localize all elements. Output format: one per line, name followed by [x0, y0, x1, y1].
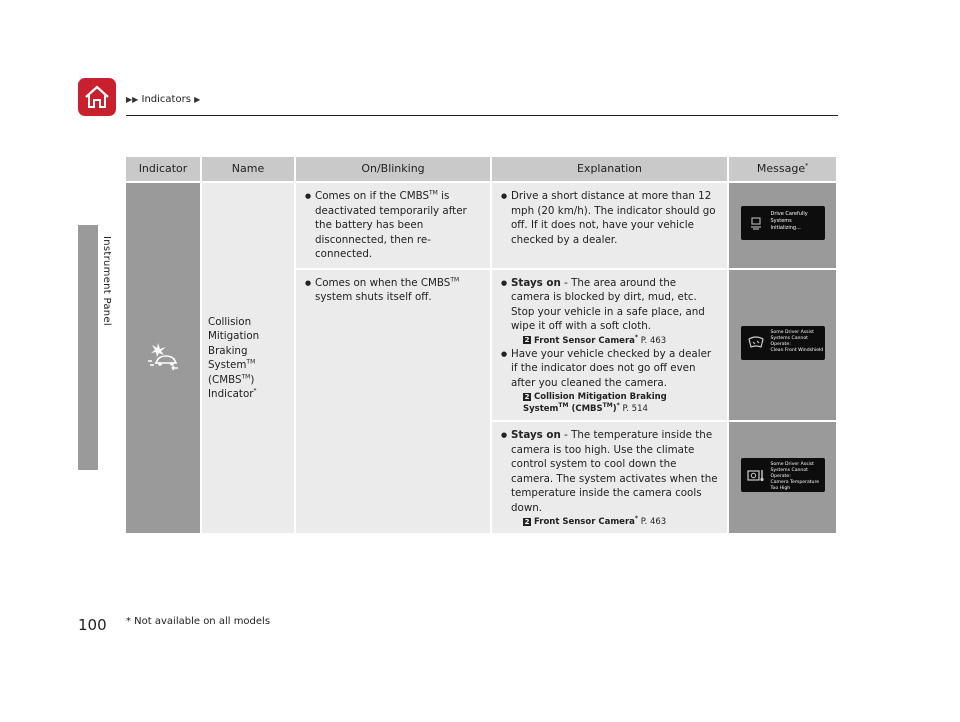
- name-line: Mitigation: [208, 330, 260, 342]
- breadcrumb-arrow-icon: ▶▶: [126, 95, 139, 104]
- name-line: Collision: [208, 315, 252, 328]
- table-row: [126, 181, 838, 268]
- indicator-cell: [126, 181, 202, 533]
- message-line: Initializing...: [770, 225, 801, 231]
- page-reference-link[interactable]: 2 Front Sensor Camera* P. 463: [524, 333, 667, 346]
- explanation-text: ● Stays on - The temperature inside the camera is too high. Use the climate control system to cool down the camera. The system activates when the temperature inside the camera cools down.: [501, 428, 718, 515]
- name-line: Braking: [208, 344, 248, 357]
- explanation-cell: [492, 181, 729, 268]
- on-blinking-text: ● Comes on when the CMBS™ system shuts itself off.: [305, 276, 481, 305]
- windshield-warning-icon: [747, 335, 765, 351]
- on-blinking-cell: [296, 268, 492, 534]
- footnote: * Not available on all models: [126, 616, 271, 627]
- message-line: Too High: [770, 486, 791, 492]
- indicator-table: [126, 157, 838, 533]
- breadcrumb-arrow-icon: ▶: [194, 95, 201, 104]
- home-icon: [84, 85, 110, 109]
- page-reference-link[interactable]: 2 Collision Mitigation Braking System™ (CMBS™)* P. 514: [523, 392, 667, 414]
- message-screen: [741, 458, 825, 492]
- header-explanation: Explanation: [492, 157, 729, 181]
- explanation-text: ● Have your vehicle checked by a dealer if the indicator does not go off even after you cleaned the camera.: [501, 347, 718, 391]
- on-blinking-cell: [296, 181, 492, 268]
- explanation-text: ● Drive a short distance at more than 12 mph (20 km/h). The indicator should go off. If it does not, have your vehicle checked by a dealer.: [501, 189, 718, 247]
- message-line: Operate:: [770, 341, 791, 347]
- explanation-cell: [492, 268, 729, 421]
- reference-arrow-icon: 2: [524, 517, 530, 526]
- message-cell: [729, 420, 838, 533]
- reference-arrow-icon: 2: [524, 392, 530, 401]
- message-screen: [741, 206, 825, 240]
- reference-arrow-icon: 2: [524, 336, 530, 344]
- message-line: Some Driver Assist: [770, 329, 814, 335]
- message-cell: [729, 268, 838, 421]
- message-line: Drive Carefully: [770, 211, 808, 217]
- header-divider: [126, 115, 838, 116]
- message-line: Systems Cannot Operate:: [770, 468, 808, 480]
- message-line: Systems Cannot: [770, 335, 808, 341]
- message-line: Systems: [770, 218, 792, 224]
- message-line: Some Driver Assist: [770, 462, 814, 468]
- header-message: Message*: [729, 157, 838, 181]
- breadcrumb-indicators[interactable]: Indicators: [141, 94, 191, 105]
- section-label: Instrument Panel: [101, 236, 112, 326]
- header-indicator: Indicator: [126, 157, 202, 181]
- indicator-name-cell: [202, 181, 296, 533]
- header-on-blinking: On/Blinking: [296, 157, 492, 181]
- header-name: Name: [202, 157, 296, 181]
- home-button[interactable]: [78, 78, 116, 116]
- message-cell: [729, 181, 838, 268]
- name-line: (CMBS™): [208, 373, 255, 386]
- name-line: System™: [208, 358, 256, 371]
- camera-temperature-icon: [747, 467, 765, 483]
- message-line: Camera Temperature: [770, 480, 820, 486]
- table-header-row: [126, 157, 838, 181]
- message-screen: [741, 326, 825, 360]
- explanation-cell: [492, 420, 729, 533]
- message-line: Clean Front Windshield: [770, 347, 824, 353]
- page-number: 100: [78, 616, 107, 634]
- explanation-text: ● Stays on - The area around the camera is blocked by dirt, mud, etc. Stop your vehicle in a safe place, and wipe it off with a soft cloth.: [501, 276, 718, 334]
- breadcrumb: [126, 94, 200, 105]
- cmbs-indicator-icon: [146, 341, 180, 371]
- page-reference-link[interactable]: 2 Front Sensor Camera* P. 463: [524, 515, 667, 527]
- initializing-icon: [747, 215, 765, 231]
- on-blinking-text: ● Comes on if the CMBS™ is deactivated temporarily after the battery has been disconnected, then re-connected.: [305, 189, 481, 262]
- name-line: Indicator*: [208, 387, 257, 400]
